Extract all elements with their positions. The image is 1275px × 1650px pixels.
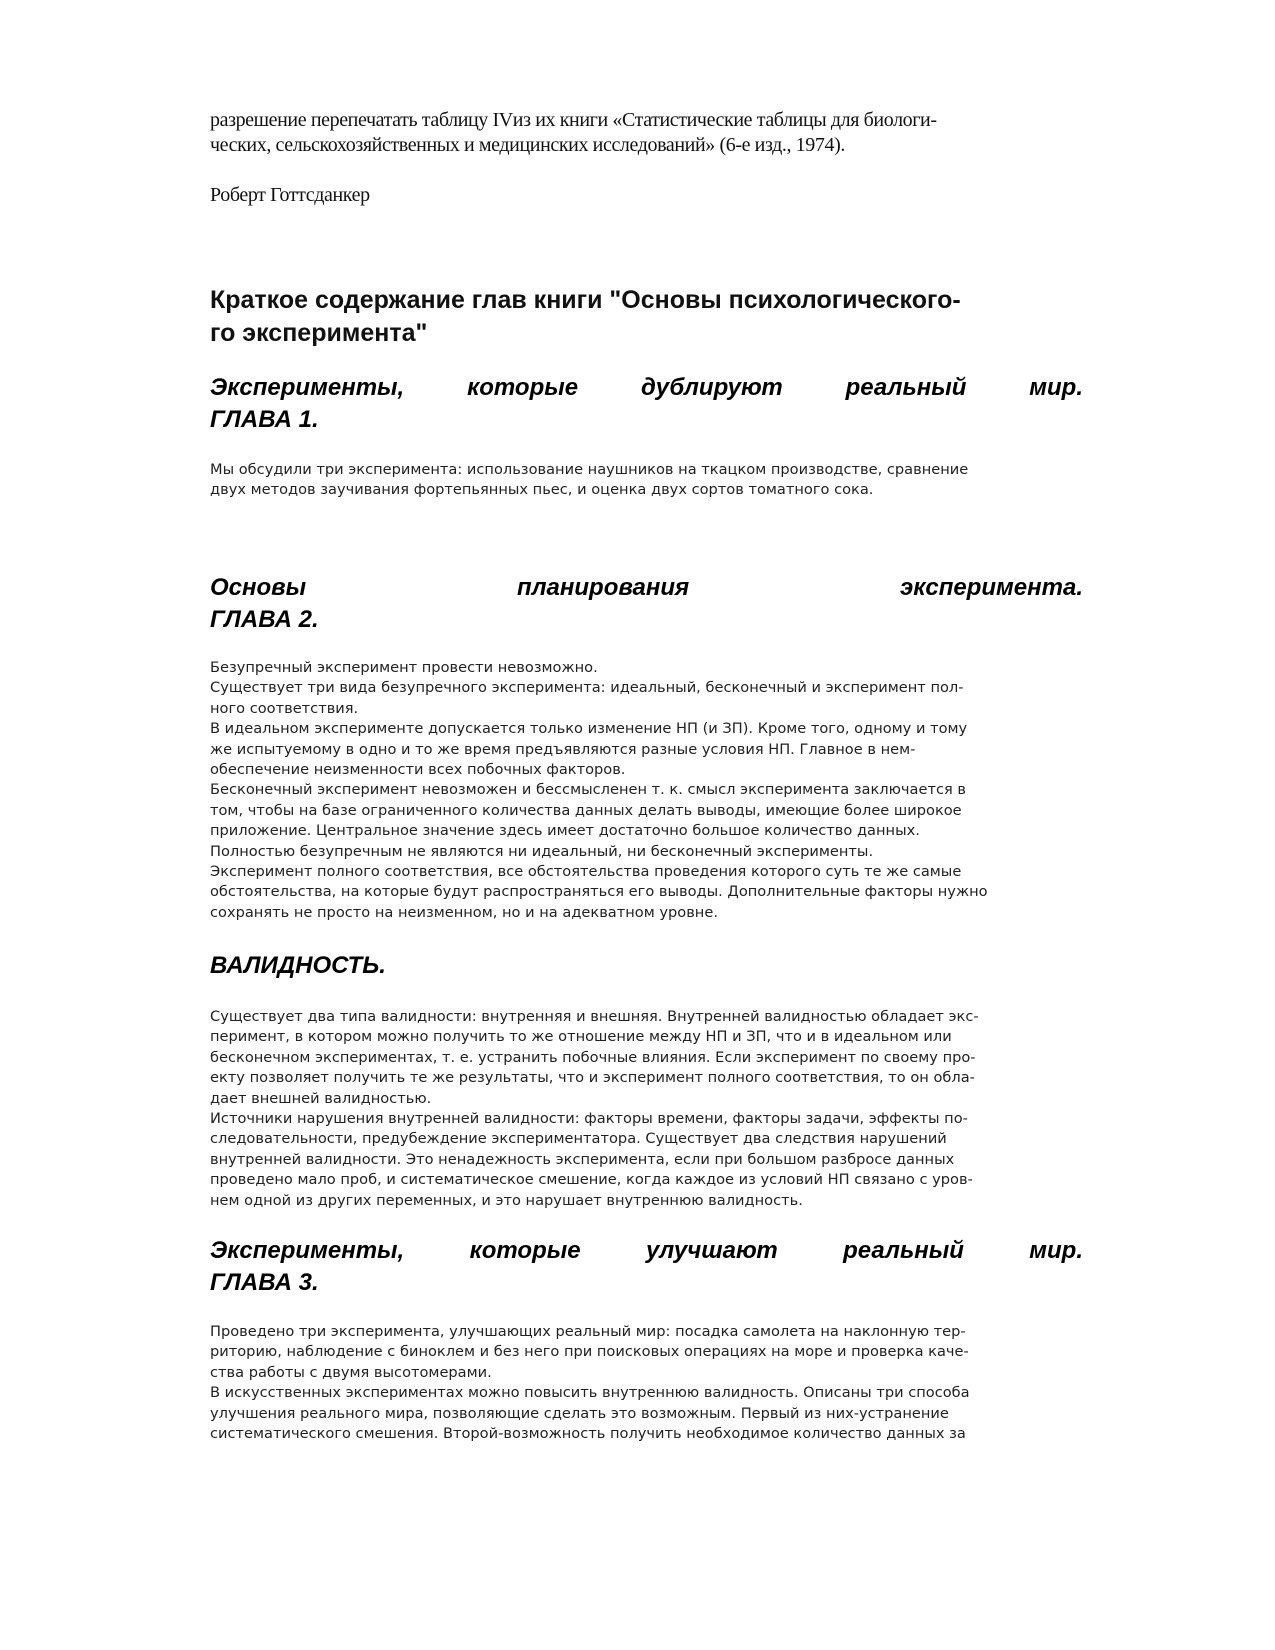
text-line: В искусственных экспериментах можно повысить внутреннюю валидность. Описаны три способа	[210, 1384, 970, 1402]
section-body-chapter-3	[210, 1322, 1083, 1444]
text-line: ного соответствия.	[210, 699, 359, 717]
title-line: Краткое содержание глав книги "Основы психологического-	[210, 286, 961, 314]
text-line: Источники нарушения внутренней валидности: факторы времени, факторы задачи, эффекты по-	[210, 1110, 968, 1128]
section-heading-chapter-2	[210, 572, 1083, 636]
text-line: ства работы с двумя высотомерами.	[210, 1363, 492, 1381]
text-line: перимент, в котором можно получить то же отношение между НП и ЗП, что и в идеальном или	[210, 1028, 952, 1046]
text-line: Существует три вида безупречного эксперимента: идеальный, бесконечный и эксперимент пол-	[210, 679, 964, 697]
text-line: приложение. Центральное значение здесь имеет достаточно большое количество данных.	[210, 822, 920, 840]
text-line: бесконечном экспериментах, т. е. устранить побочные влияния. Если эксперимент по своему про-	[210, 1048, 976, 1066]
section-body-validity	[210, 1007, 1083, 1211]
section-body-chapter-2	[210, 658, 1083, 923]
text-line: двух методов заучивания фортепьянных пьес, и оценка двух сортов томатного сока.	[210, 481, 874, 499]
heading-line: Эксперименты, которые улучшают реальный мир.	[210, 1237, 1083, 1264]
text-line: же испытуемому в одно и то же время предъявляются разные условия НП. Главное в нем-	[210, 740, 916, 758]
section-body-chapter-1	[210, 460, 1083, 501]
text-line: Проведено три эксперимента, улучшающих реальный мир: посадка самолета на наклонную тер-	[210, 1323, 966, 1340]
heading-line: ГЛАВА 2.	[210, 606, 319, 633]
title-line: го эксперимента"	[210, 319, 428, 347]
page-title	[210, 284, 1083, 350]
heading-line: ГЛАВА 1.	[210, 406, 319, 433]
intro-paragraph	[210, 108, 1083, 158]
section-heading-validity	[210, 950, 1083, 982]
text-line: разрешение перепечатать таблицу IVиз их книги «Статистические таблицы для биологи-	[210, 109, 937, 131]
text-line: В идеальном эксперименте допускается только изменение НП (и ЗП). Кроме того, одному и тому	[210, 720, 968, 738]
text-line: том, чтобы на базе ограниченного количества данных делать выводы, имеющие более широкое	[210, 801, 962, 819]
text-line: Эксперимент полного соответствия, все обстоятельства проведения которого суть те же самые	[210, 863, 962, 881]
text-line: Бесконечный эксперимент невозможен и бессмысленен т. к. смысл эксперимента заключается в	[210, 781, 967, 799]
text-line: Мы обсудили три эксперимента: использование наушников на ткацком производстве, сравнение	[210, 461, 969, 478]
text-line: следовательности, предубеждение экспериментатора. Существует два следствия нарушений	[210, 1130, 947, 1148]
heading-line: ВАЛИДНОСТЬ.	[210, 952, 386, 979]
text-line: обеспечение неизменности всех побочных факторов.	[210, 761, 626, 779]
heading-line: Основы планирования эксперимента.	[210, 574, 1083, 601]
text-line: Полностью безупречным не являются ни идеальный, ни бесконечный эксперименты.	[210, 842, 874, 860]
text-line: улучшения реального мира, позволяющие сделать это возможным. Первый из них-устранение	[210, 1404, 949, 1422]
text-line: внутренней валидности. Это ненадежность эксперимента, если при большом разбросе данных	[210, 1150, 955, 1168]
text-line: екту позволяет получить те же результаты, что и эксперимент полного соответствия, то он обла-	[210, 1069, 975, 1087]
text-line: Существует два типа валидности: внутренняя и внешняя. Внутренней валидностью обладает экс-	[210, 1008, 979, 1025]
heading-line: Эксперименты, которые дублируют реальный мир.	[210, 374, 1083, 401]
text-line: проведено мало проб, и систематическое смешение, когда каждое из условий НП связано с уров-	[210, 1171, 973, 1189]
text-line: дает внешней валидностью.	[210, 1089, 432, 1107]
signature: Роберт Готтсданкер	[210, 184, 370, 206]
heading-line: ГЛАВА 3.	[210, 1269, 319, 1296]
text-line: ческих, сельскохозяйственных и медицинских исследований» (6-е изд., 1974).	[210, 134, 845, 156]
text-line: нем одной из других переменных, и это нарушает внутреннюю валидность.	[210, 1191, 803, 1209]
text-line: сохранять не просто на неизменном, но и на адекватном уровне.	[210, 903, 718, 921]
text-line: риторию, наблюдение с биноклем и без него при поисковых операциях на море и проверка каче-	[210, 1343, 969, 1361]
text-line: систематического смешения. Второй-возможность получить необходимое количество данных за	[210, 1425, 966, 1443]
section-heading-chapter-1	[210, 372, 1083, 436]
text-line: обстоятельства, на которые будут распространяться его выводы. Дополнительные факторы нужно	[210, 883, 988, 901]
section-heading-chapter-3	[210, 1235, 1083, 1299]
text-line: Безупречный эксперимент провести невозможно.	[210, 659, 598, 676]
